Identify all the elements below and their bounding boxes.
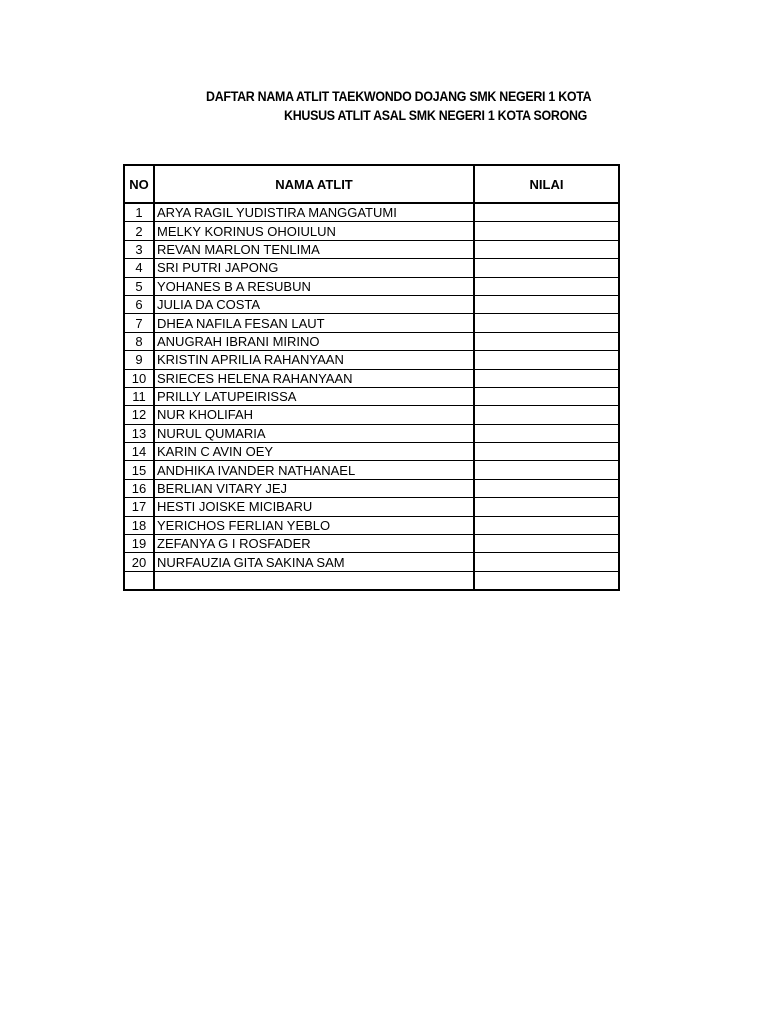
table-row bbox=[124, 203, 619, 222]
score-cell bbox=[474, 277, 619, 295]
table-row bbox=[124, 277, 619, 295]
athlete-name-cell: MELKY KORINUS OHOIULUN bbox=[154, 222, 474, 240]
row-number-cell: 19 bbox=[124, 535, 154, 553]
table-row bbox=[124, 571, 619, 590]
score-cell bbox=[474, 424, 619, 442]
header-score: NILAI bbox=[474, 165, 619, 203]
athlete-name-cell: KARIN C AVIN OEY bbox=[154, 443, 474, 461]
table-row bbox=[124, 351, 619, 369]
score-cell bbox=[474, 240, 619, 258]
score-cell bbox=[474, 498, 619, 516]
table-row bbox=[124, 387, 619, 405]
athlete-name-cell: ZEFANYA G I ROSFADER bbox=[154, 535, 474, 553]
athlete-name-cell: NUR KHOLIFAH bbox=[154, 406, 474, 424]
header-name: NAMA ATLIT bbox=[154, 165, 474, 203]
score-cell bbox=[474, 203, 619, 222]
header-no: NO bbox=[124, 165, 154, 203]
row-number-cell bbox=[124, 571, 154, 590]
athlete-name-cell: ARYA RAGIL YUDISTIRA MANGGATUMI bbox=[154, 203, 474, 222]
row-number-cell: 17 bbox=[124, 498, 154, 516]
athlete-name-cell: ANUGRAH IBRANI MIRINO bbox=[154, 332, 474, 350]
athlete-name-cell: YOHANES B A RESUBUN bbox=[154, 277, 474, 295]
athlete-name-cell: SRIECES HELENA RAHANYAAN bbox=[154, 369, 474, 387]
table-row bbox=[124, 479, 619, 497]
row-number-cell: 14 bbox=[124, 443, 154, 461]
row-number-cell: 4 bbox=[124, 259, 154, 277]
table-row bbox=[124, 295, 619, 313]
athlete-name-cell: HESTI JOISKE MICIBARU bbox=[154, 498, 474, 516]
score-cell bbox=[474, 259, 619, 277]
table-row bbox=[124, 461, 619, 479]
athlete-name-cell: SRI PUTRI JAPONG bbox=[154, 259, 474, 277]
row-number-cell: 9 bbox=[124, 351, 154, 369]
table-row bbox=[124, 443, 619, 461]
row-number-cell: 20 bbox=[124, 553, 154, 571]
table-row bbox=[124, 406, 619, 424]
table-row bbox=[124, 332, 619, 350]
athlete-name-cell: REVAN MARLON TENLIMA bbox=[154, 240, 474, 258]
table-row bbox=[124, 259, 619, 277]
score-cell bbox=[474, 479, 619, 497]
table-row bbox=[124, 498, 619, 516]
row-number-cell: 5 bbox=[124, 277, 154, 295]
document-title-line-2: KHUSUS ATLIT ASAL SMK NEGERI 1 KOTA SORONG bbox=[284, 108, 588, 123]
table-header bbox=[124, 165, 619, 203]
table-row bbox=[124, 516, 619, 534]
score-cell bbox=[474, 406, 619, 424]
table-row bbox=[124, 369, 619, 387]
score-cell bbox=[474, 351, 619, 369]
score-cell bbox=[474, 461, 619, 479]
score-cell bbox=[474, 443, 619, 461]
row-number-cell: 6 bbox=[124, 295, 154, 313]
row-number-cell: 12 bbox=[124, 406, 154, 424]
table-row bbox=[124, 240, 619, 258]
row-number-cell: 13 bbox=[124, 424, 154, 442]
athlete-name-cell: NURUL QUMARIA bbox=[154, 424, 474, 442]
row-number-cell: 18 bbox=[124, 516, 154, 534]
athlete-name-cell: NURFAUZIA GITA SAKINA SAM bbox=[154, 553, 474, 571]
athlete-table bbox=[123, 164, 620, 591]
score-cell bbox=[474, 387, 619, 405]
row-number-cell: 2 bbox=[124, 222, 154, 240]
athlete-name-cell: BERLIAN VITARY JEJ bbox=[154, 479, 474, 497]
row-number-cell: 10 bbox=[124, 369, 154, 387]
row-number-cell: 16 bbox=[124, 479, 154, 497]
table-row bbox=[124, 222, 619, 240]
score-cell bbox=[474, 332, 619, 350]
athlete-name-cell: YERICHOS FERLIAN YEBLO bbox=[154, 516, 474, 534]
athlete-name-cell: PRILLY LATUPEIRISSA bbox=[154, 387, 474, 405]
athlete-name-cell: JULIA DA COSTA bbox=[154, 295, 474, 313]
score-cell bbox=[474, 222, 619, 240]
score-cell bbox=[474, 314, 619, 332]
row-number-cell: 8 bbox=[124, 332, 154, 350]
athlete-name-cell: DHEA NAFILA FESAN LAUT bbox=[154, 314, 474, 332]
table-body bbox=[124, 203, 619, 590]
score-cell bbox=[474, 571, 619, 590]
row-number-cell: 11 bbox=[124, 387, 154, 405]
table-row bbox=[124, 314, 619, 332]
athlete-name-cell bbox=[154, 571, 474, 590]
score-cell bbox=[474, 516, 619, 534]
score-cell bbox=[474, 535, 619, 553]
score-cell bbox=[474, 295, 619, 313]
header-row bbox=[124, 165, 619, 203]
score-cell bbox=[474, 553, 619, 571]
row-number-cell: 7 bbox=[124, 314, 154, 332]
athlete-name-cell: KRISTIN APRILIA RAHANYAAN bbox=[154, 351, 474, 369]
row-number-cell: 3 bbox=[124, 240, 154, 258]
row-number-cell: 1 bbox=[124, 203, 154, 222]
document-title-line-1: DAFTAR NAMA ATLIT TAEKWONDO DOJANG SMK NEGERI 1 KOTA bbox=[206, 89, 592, 104]
score-cell bbox=[474, 369, 619, 387]
table-row bbox=[124, 535, 619, 553]
table-row bbox=[124, 553, 619, 571]
row-number-cell: 15 bbox=[124, 461, 154, 479]
table-row bbox=[124, 424, 619, 442]
athlete-name-cell: ANDHIKA IVANDER NATHANAEL bbox=[154, 461, 474, 479]
